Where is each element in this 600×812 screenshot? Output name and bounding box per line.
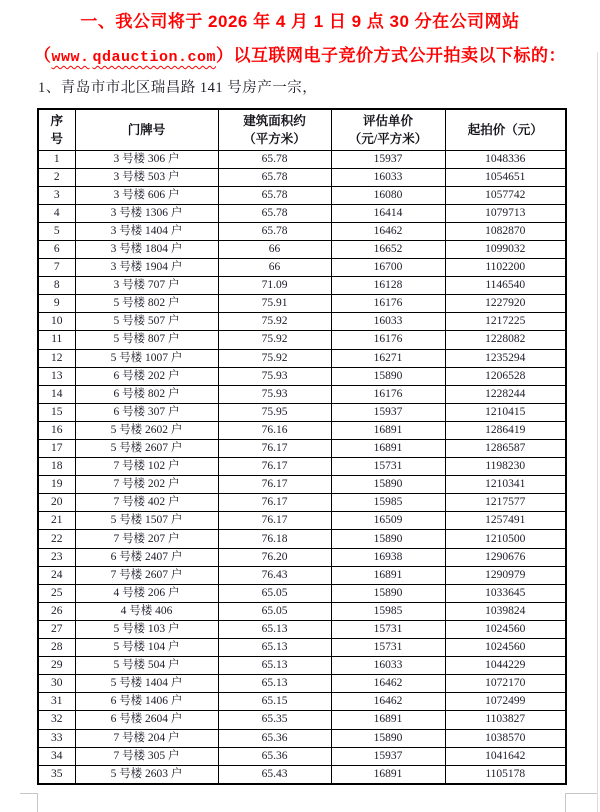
area-cell: 65.13	[218, 657, 331, 675]
row-number-cell: 17	[38, 440, 75, 458]
unit-price-cell: 15890	[331, 729, 445, 747]
table-row	[38, 186, 566, 204]
table-row	[38, 657, 566, 675]
start-price-cell: 1290676	[445, 548, 566, 566]
area-cell: 75.92	[218, 313, 331, 331]
unit-price-cell: 15731	[331, 620, 445, 638]
row-number-cell: 11	[38, 331, 75, 349]
door-number-cell: 5 号楼 802 户	[75, 295, 218, 313]
area-cell: 76.16	[218, 421, 331, 439]
row-number-cell: 26	[38, 602, 75, 620]
door-number-cell: 5 号楼 1507 户	[75, 512, 218, 530]
area-cell: 76.17	[218, 494, 331, 512]
area-cell: 65.78	[218, 168, 331, 186]
row-number-cell: 7	[38, 259, 75, 277]
table-row	[38, 150, 566, 168]
unit-price-cell: 16462	[331, 222, 445, 240]
door-number-cell: 5 号楼 2602 户	[75, 421, 218, 439]
unit-price-cell: 16462	[331, 693, 445, 711]
door-number-cell: 7 号楼 207 户	[75, 530, 218, 548]
row-number-cell: 1	[38, 150, 75, 168]
door-number-cell: 5 号楼 2603 户	[75, 765, 218, 784]
table-row	[38, 693, 566, 711]
area-cell: 76.43	[218, 566, 331, 584]
row-number-cell: 2	[38, 168, 75, 186]
start-price-cell: 1102200	[445, 259, 566, 277]
area-cell: 65.05	[218, 584, 331, 602]
row-number-cell: 19	[38, 476, 75, 494]
start-price-cell: 1039824	[445, 602, 566, 620]
row-number-cell: 18	[38, 458, 75, 476]
start-price-cell: 1290979	[445, 566, 566, 584]
unit-price-cell: 15890	[331, 530, 445, 548]
row-number-cell: 32	[38, 711, 75, 729]
door-number-cell: 7 号楼 2607 户	[75, 566, 218, 584]
table-row	[38, 494, 566, 512]
row-number-cell: 12	[38, 349, 75, 367]
start-price-cell: 1044229	[445, 657, 566, 675]
area-cell: 76.20	[218, 548, 331, 566]
table-row	[38, 204, 566, 222]
area-cell: 65.78	[218, 186, 331, 204]
unit-price-cell: 16700	[331, 259, 445, 277]
table-row	[38, 548, 566, 566]
row-number-cell: 21	[38, 512, 75, 530]
door-number-cell: 7 号楼 402 户	[75, 494, 218, 512]
row-number-cell: 23	[38, 548, 75, 566]
door-number-cell: 3 号楼 1306 户	[75, 204, 218, 222]
table-row	[38, 349, 566, 367]
start-price-cell: 1217225	[445, 313, 566, 331]
unit-price-cell: 15985	[331, 494, 445, 512]
table-row	[38, 765, 566, 784]
area-cell: 75.93	[218, 367, 331, 385]
door-number-cell: 6 号楼 307 户	[75, 403, 218, 421]
area-cell: 76.17	[218, 440, 331, 458]
start-price-cell: 1286587	[445, 440, 566, 458]
area-cell: 65.13	[218, 620, 331, 638]
unit-price-cell: 16080	[331, 186, 445, 204]
unit-price-cell: 16033	[331, 168, 445, 186]
start-price-cell: 1227920	[445, 295, 566, 313]
start-price-cell: 1210415	[445, 403, 566, 421]
unit-price-cell: 15890	[331, 367, 445, 385]
unit-price-cell: 16414	[331, 204, 445, 222]
table-row	[38, 313, 566, 331]
table-row	[38, 295, 566, 313]
area-cell: 66	[218, 240, 331, 258]
area-cell: 65.43	[218, 765, 331, 784]
door-number-cell: 6 号楼 2407 户	[75, 548, 218, 566]
start-price-cell: 1228244	[445, 385, 566, 403]
unit-price-cell: 15937	[331, 403, 445, 421]
table-row	[38, 222, 566, 240]
col-header-row-number: 序 号	[38, 109, 75, 150]
start-price-cell: 1228082	[445, 331, 566, 349]
unit-price-cell: 16176	[331, 385, 445, 403]
row-number-cell: 9	[38, 295, 75, 313]
start-price-cell: 1048336	[445, 150, 566, 168]
table-row	[38, 367, 566, 385]
area-cell: 76.18	[218, 530, 331, 548]
door-number-cell: 6 号楼 2604 户	[75, 711, 218, 729]
row-number-cell: 29	[38, 657, 75, 675]
col-header-start-price: 起拍价（元）	[445, 109, 566, 150]
door-number-cell: 6 号楼 202 户	[75, 367, 218, 385]
door-number-cell: 7 号楼 102 户	[75, 458, 218, 476]
row-number-cell: 10	[38, 313, 75, 331]
area-cell: 65.35	[218, 711, 331, 729]
unit-price-cell: 16128	[331, 277, 445, 295]
area-cell: 76.17	[218, 476, 331, 494]
row-number-cell: 33	[38, 729, 75, 747]
door-number-cell: 4 号楼 206 户	[75, 584, 218, 602]
area-cell: 65.36	[218, 747, 331, 765]
door-number-cell: 5 号楼 1007 户	[75, 349, 218, 367]
door-number-cell: 3 号楼 1404 户	[75, 222, 218, 240]
start-price-cell: 1033645	[445, 584, 566, 602]
start-price-cell: 1099032	[445, 240, 566, 258]
door-number-cell: 3 号楼 503 户	[75, 168, 218, 186]
unit-price-cell: 16891	[331, 566, 445, 584]
start-price-cell: 1057742	[445, 186, 566, 204]
area-cell: 65.78	[218, 204, 331, 222]
unit-price-cell: 16176	[331, 331, 445, 349]
table-row	[38, 512, 566, 530]
start-price-cell: 1146540	[445, 277, 566, 295]
area-cell: 65.78	[218, 150, 331, 168]
start-price-cell: 1257491	[445, 512, 566, 530]
door-number-cell: 5 号楼 807 户	[75, 331, 218, 349]
table-row	[38, 747, 566, 765]
door-number-cell: 7 号楼 204 户	[75, 729, 218, 747]
door-number-cell: 6 号楼 802 户	[75, 385, 218, 403]
start-price-cell: 1103827	[445, 711, 566, 729]
area-cell: 65.13	[218, 639, 331, 657]
door-number-cell: 5 号楼 104 户	[75, 639, 218, 657]
unit-price-cell: 16509	[331, 512, 445, 530]
area-cell: 75.91	[218, 295, 331, 313]
table-row	[38, 421, 566, 439]
area-cell: 75.92	[218, 331, 331, 349]
unit-price-cell: 16652	[331, 240, 445, 258]
start-price-cell: 1235294	[445, 349, 566, 367]
start-price-cell: 1198230	[445, 458, 566, 476]
row-number-cell: 31	[38, 693, 75, 711]
col-header-unit-price: 评估单价 （元/平方米）	[331, 109, 445, 150]
row-number-cell: 20	[38, 494, 75, 512]
table-row	[38, 331, 566, 349]
table-row	[38, 259, 566, 277]
row-number-cell: 34	[38, 747, 75, 765]
table-row	[38, 168, 566, 186]
unit-price-cell: 16462	[331, 675, 445, 693]
area-cell: 75.93	[218, 385, 331, 403]
start-price-cell: 1024560	[445, 639, 566, 657]
table-row	[38, 476, 566, 494]
area-cell: 76.17	[218, 458, 331, 476]
text-boundary-mark-bottom-left	[20, 793, 38, 812]
col-header-door-number: 门牌号	[75, 109, 218, 150]
start-price-cell: 1054651	[445, 168, 566, 186]
unit-price-cell: 16033	[331, 657, 445, 675]
col-header-area: 建筑面积约 （平方米）	[218, 109, 331, 150]
unit-price-cell: 15985	[331, 602, 445, 620]
start-price-cell: 1041642	[445, 747, 566, 765]
area-cell: 65.05	[218, 602, 331, 620]
unit-price-cell: 16938	[331, 548, 445, 566]
area-cell: 75.95	[218, 403, 331, 421]
door-number-cell: 5 号楼 2607 户	[75, 440, 218, 458]
unit-price-cell: 15731	[331, 639, 445, 657]
text-boundary-mark-bottom-right	[565, 793, 598, 812]
start-price-cell: 1079713	[445, 204, 566, 222]
area-cell: 65.15	[218, 693, 331, 711]
table-row	[38, 440, 566, 458]
door-number-cell: 3 号楼 606 户	[75, 186, 218, 204]
table-row	[38, 403, 566, 421]
unit-price-cell: 16891	[331, 440, 445, 458]
table-row	[38, 584, 566, 602]
start-price-cell: 1105178	[445, 765, 566, 784]
door-number-cell: 6 号楼 1406 户	[75, 693, 218, 711]
start-price-cell: 1286419	[445, 421, 566, 439]
auction-lots-table	[37, 108, 567, 785]
unit-price-cell: 16176	[331, 295, 445, 313]
area-cell: 65.13	[218, 675, 331, 693]
row-number-cell: 3	[38, 186, 75, 204]
row-number-cell: 15	[38, 403, 75, 421]
door-number-cell: 3 号楼 707 户	[75, 277, 218, 295]
row-number-cell: 25	[38, 584, 75, 602]
door-number-cell: 3 号楼 1804 户	[75, 240, 218, 258]
start-price-cell: 1072170	[445, 675, 566, 693]
table-row	[38, 639, 566, 657]
notice-title-line2	[0, 41, 600, 66]
area-cell: 65.36	[218, 729, 331, 747]
unit-price-cell: 16891	[331, 765, 445, 784]
area-cell: 66	[218, 259, 331, 277]
notice-title-line2-rest: ）以互联网电子竞价方式公开拍卖以下标的：	[216, 46, 567, 65]
door-number-cell: 3 号楼 306 户	[75, 150, 218, 168]
row-number-cell: 30	[38, 675, 75, 693]
unit-price-cell: 15937	[331, 747, 445, 765]
area-cell: 71.09	[218, 277, 331, 295]
door-number-cell: 5 号楼 1404 户	[75, 675, 218, 693]
start-price-cell: 1024560	[445, 620, 566, 638]
start-price-cell: 1210341	[445, 476, 566, 494]
table-row	[38, 240, 566, 258]
row-number-cell: 8	[38, 277, 75, 295]
start-price-cell: 1210500	[445, 530, 566, 548]
row-number-cell: 6	[38, 240, 75, 258]
door-number-cell: 3 号楼 1904 户	[75, 259, 218, 277]
unit-price-cell: 16271	[331, 349, 445, 367]
unit-price-cell: 15890	[331, 476, 445, 494]
row-number-cell: 5	[38, 222, 75, 240]
unit-price-cell: 16891	[331, 421, 445, 439]
start-price-cell: 1038570	[445, 729, 566, 747]
auction-website-url-www: www.	[51, 49, 90, 66]
row-number-cell: 14	[38, 385, 75, 403]
start-price-cell: 1072499	[445, 693, 566, 711]
area-cell: 75.92	[218, 349, 331, 367]
table-row	[38, 729, 566, 747]
unit-price-cell: 15890	[331, 584, 445, 602]
table-header	[38, 109, 566, 150]
start-price-cell: 1082870	[445, 222, 566, 240]
table-row	[38, 566, 566, 584]
door-number-cell: 7 号楼 202 户	[75, 476, 218, 494]
table-header-row	[38, 109, 566, 150]
table-row	[38, 530, 566, 548]
row-number-cell: 24	[38, 566, 75, 584]
start-price-cell: 1217577	[445, 494, 566, 512]
row-number-cell: 13	[38, 367, 75, 385]
door-number-cell: 7 号楼 305 户	[75, 747, 218, 765]
notice-title-line1: 一、我公司将于 2026 年 4 月 1 日 9 点 30 分在公司网站	[80, 12, 520, 31]
table-row	[38, 385, 566, 403]
table-row	[38, 711, 566, 729]
area-cell: 76.17	[218, 512, 331, 530]
table-row	[38, 458, 566, 476]
lot-heading: 1、青岛市市北区瑞昌路 141 号房产一宗，	[38, 80, 318, 96]
row-number-cell: 4	[38, 204, 75, 222]
row-number-cell: 27	[38, 620, 75, 638]
area-cell: 65.78	[218, 222, 331, 240]
unit-price-cell: 15937	[331, 150, 445, 168]
table-row	[38, 620, 566, 638]
door-number-cell: 5 号楼 103 户	[75, 620, 218, 638]
table-row	[38, 277, 566, 295]
unit-price-cell: 16033	[331, 313, 445, 331]
auction-website-url-domain: qdauction.com	[92, 49, 217, 66]
start-price-cell: 1206528	[445, 367, 566, 385]
door-number-cell: 5 号楼 507 户	[75, 313, 218, 331]
page-edge-line	[597, 52, 598, 812]
open-paren: （	[33, 46, 52, 65]
door-number-cell: 4 号楼 406	[75, 602, 218, 620]
door-number-cell: 5 号楼 504 户	[75, 657, 218, 675]
table-row	[38, 602, 566, 620]
row-number-cell: 35	[38, 765, 75, 784]
row-number-cell: 28	[38, 639, 75, 657]
table-row	[38, 675, 566, 693]
row-number-cell: 22	[38, 530, 75, 548]
row-number-cell: 16	[38, 421, 75, 439]
unit-price-cell: 16891	[331, 711, 445, 729]
table-body	[38, 150, 566, 784]
unit-price-cell: 15731	[331, 458, 445, 476]
